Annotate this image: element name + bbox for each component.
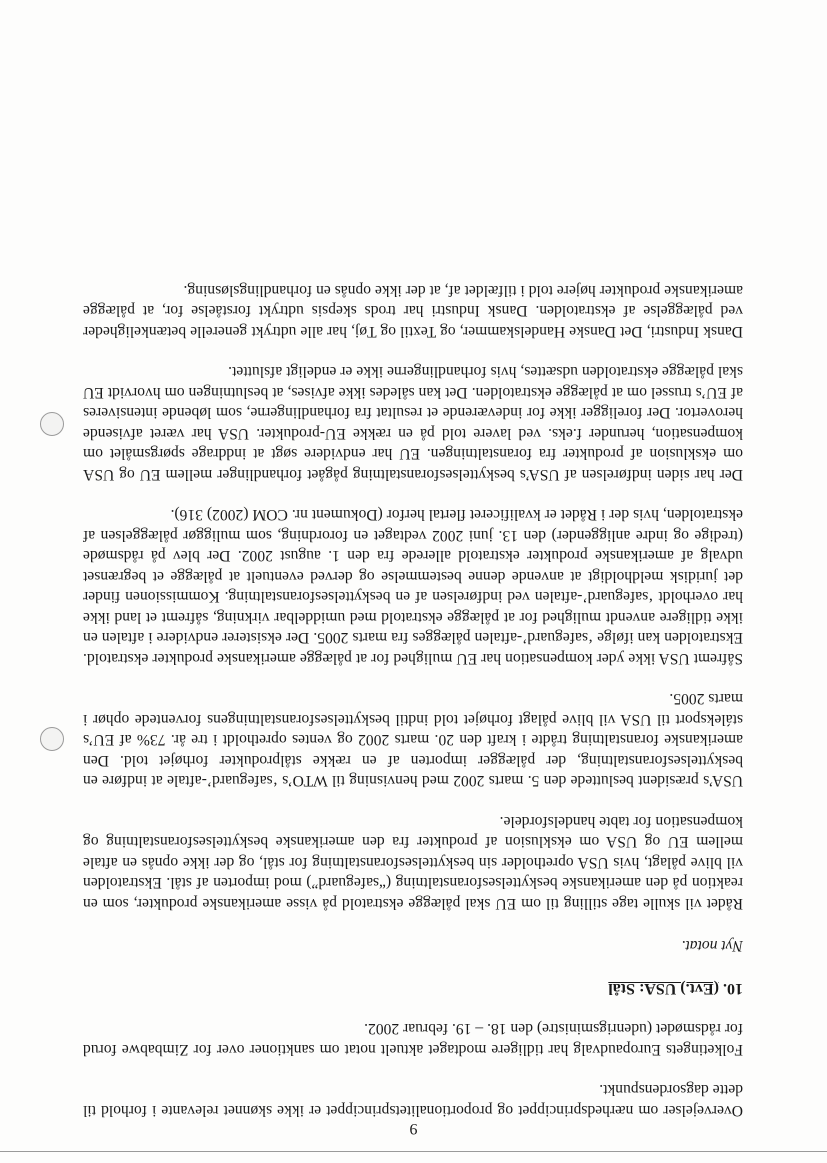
section-note: Nyt notat. [681,937,743,955]
section-heading [83,978,743,999]
paragraph: Rådet vil skulle tage stilling til om EU skal pålægge ekstratold på visse amerikanske produkter, som en reaktion på den amerikanske beskyttelsesforanstaltning (“safeguard”) mod importen af stål. Ekstratolden vil blive pålagt, hvis USA opretholder sin beskyttelsesforanstaltning for stål, og der ikke opnås en aftale mellem EU og USA om eksklusion af produkter fra den amerikanske beskyttelsesforanstaltning og kompensation for tabte handelsfordele. [83,813,743,912]
paragraph: USA’s præsident besluttede den 5. marts 2002 med henvisning til WTO’s ‘safeguard’-aftale at indføre en beskyttelsesforanstaltning, der pålægger importen af en række stålprodukter forhøjet told. Den amerikanske foranstaltning trådte i kraft den 20. marts 2002 og ventes opretholdt i tre år. 73% af EU’s stáleksport til USA vil blive pålagt forhøjet told indtil beskyttelsesforanstaltningens forventede ophør i marts 2005. [83,690,743,790]
section-number: 10. [723,980,743,997]
paragraph: Dansk Industri, Det Danske Handelskammer, og Textil og Tøj, har alle udtrykt generelle betænkeligheder ved pålæggelse af ekstratolden. Dansk Industri har trods skepsis udtrykt forståelse for, at pålægge amerikanske produkter højere told i tilfældet af, at der ikke opnås en forhandlingsløsning. [83,282,743,340]
page-number: 9 [409,1120,418,1137]
paragraph: Der har siden indførelsen af USA’s beskyttelsesforanstaltning pågået forhandlinger mellem EU og USA om eksklusion af produkter fra foranstaltningen. EU har endvidere søgt at inddrage spørgsmålet om kompensation, herunder f.eks. ved lavere told på en række EU-produkter. USA har været afvisende herovertor. Der foreligger ikke for indeværende et resultat fra forhandlingerne, som løbende intensiveres af EU’s trussel om at pålægge ekstratolden. Det kan således ikke afvises, at beslutningen om hvorvidt EU skal pålægge ekstratolden udsættes, hvis forhandlingerne ikke er endeligt afsluttet. [83,363,743,483]
paragraph: Overvejelser om nærhedsprincippet og proportionalitetsprincippet er ikke skønnet relevante i forhold til dette dagsordenspunkt. [83,1081,743,1119]
paragraph: Såfremt USA ikke yder kompensation har EU mulighed for at pålægge amerikanske produkter ekstratold. Ekstratolden kan ifølge ‘safeguard’-aftalen pålægges fra marts 2005. Der eksisterer endvidere i aftalen en ikke tidligere anvendt mulighed for at pålægge ekstratold med umiddelbar virkning, såfremt et land ikke har overholdt ‘safeguard’-aftalen ved indførelsen af en beskyttelsesforanstaltning. Kommissionen finder det juridisk meldholdigt at anvende denne bestemmelse og derved eventuelt at pålægge et begrænset udvalg af amerikanske produkter ekstratold allerede fra den 1. august 2002. Der blev på rådsmøde (tredige og indre anliggender) den 13. juni 2002 vedtaget en forordning, som muliggør pålæggelsen af ekstratolden, hvis der i Rådet er kvalificeret flertal herfor (Dokument nr. COM (2002) 316). [83,506,743,667]
paragraph: Folketingets Europaudvalg har tidligere modtaget aktuelt notat om sanktioner over for Zimbabwe forud for rådsmødet (udenrigsministre) den 18. – 19. februar 2002. [83,1020,743,1058]
section-title: (Evt.) USA: Stål [608,980,719,997]
document-body [83,260,743,1121]
